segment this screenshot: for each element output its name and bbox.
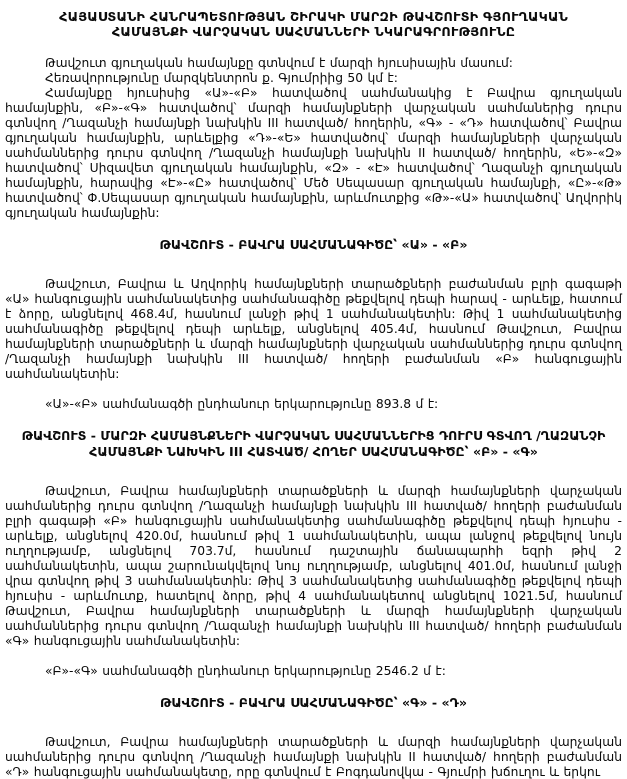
document-title: ՀԱՅԱՍՏԱՆԻ ՀԱՆՐԱՊԵՏՈՒԹՅԱՆ ՇԻՐԱԿԻ ՄԱՐԶԻ ԹԱՎՇՈՒՏԻ ԳՅՈՒՂԱԿԱՆ ՀԱՄԱՅՆՔԻ ՎԱՐՉԱԿԱՆ ՍԱՀՄԱՆՆԵՐԻ ՆԿԱՐԱԳՐՈՒԹՅՈՒՆԸ: [59, 10, 568, 40]
paragraph-community-location: Թավշուտ գյուղական համայնքը գտնվում է մարզի հյուսիսային մասում:: [45, 56, 513, 70]
paragraph-section-b-g-length: «Բ»-«Գ» սահմանագծի ընդհանուր երկարությունը 2546.2 մ է:: [45, 664, 446, 678]
paragraph-section-a-b-body: Թավշուտ, Բավրա և Աղվորիկ համայնքների տարածքների բաժանման բլրի գագաթի «Ա» հանգուցային սահմանակետից սահմանագիծը թեքվելով դեպի հարավ - արևելք, հատում է ձորը, անցնելով 468.4մ, հասնում լանջի թիվ 1 սահմանակետին: Թիվ 1 սահմանակետից սահմանագիծը թեքվելով դեպի արևելք, անցնելով 405.4մ, հասնում Թավշուտ, Բավրա համայնքների տարածքների և մարզի համայնքների վարչական սահմաններից դուրս գտնվող /Ղազանչի համայնքի նախկին III հատված/ հողերի բաժանման «Բ» հանգուցային սահմանակետին:: [5, 277, 622, 381]
paragraph-distance-from-marz-center: Հեռավորությունը մարզկենտրոն ք. Գյումրիից 50 կմ է:: [45, 71, 398, 85]
paragraph-section-b-g-body: Թավշուտ, Բավրա համայնքների տարածքների և մարզի համայնքների վարչական սահմաներից դուրս գտնվող /Ղազանչի համայնքի նախկին III հատված/ հողերի բաժանման բլրի գագաթի «Բ» հանգուցային սահմանակետից սահմանագիծը թեքվելով դեպի հյուսիս - արևելք, անցնելով 420.0մ, հասնում թիվ 1 սահմանակետին, ապա լանջով թեքվելով նույն ուղղությամբ, անցնելով 703.7մ, հասնում դաշտային ճանապարհի եզրի թիվ 2 սահմանակետին, ապա շարունակվելով նույ ուղղությամբ, անցնելով 401.0մ, հասնում լանջի վրա գտնվող թիվ 3 սահմանակետին: Թիվ 3 սահմանակետից սահմանագիծը թեքվելով դեպի հյուսիս - արևմուտք, հատելով ձորը, թիվ 4 սահմանակետով անցնելով 1021.5մ, հասնում Թավշուտ, Բավրա համայնքների տարածքների և մարզի համայնքների վարչական սահմաններից դուրս գտնվող /Ղազանչի համայնքի նախկին III հատված/ հողերի բաժանման «Գ» հանգուցային սահմանակետին:: [5, 484, 622, 648]
section-heading-a-b: ԹԱՎՇՈՒՏ - ԲԱՎՐԱ ՍԱՀՄԱՆԱԳԻԾԸ՝ «Ա» - «Բ»: [159, 237, 468, 252]
paragraph-section-a-b-length: «Ա»-«Բ» սահմանագծի ընդհանուր երկարությունը 893.8 մ է:: [45, 397, 439, 411]
paragraph-borders-overview: Համայնքը հյուսիսից «Ա»-«Բ» հատվածով սահմանակից է Բավրա գյուղական համայնքին, «Բ»-«Գ» հատվածով՝ մարզի համայնքների վարչական սահմաներից դուրս գտնվող /Ղազանչի համայնքի նախկին III հատված/ հողերին, «Գ» - «Դ» հատվածով՝ Բավրա գյուղական համայնքին, արևելքից «Դ»-«Ե» հատվածով՝ մարզի համայնքների վարչական սահմաններից դուրս գտնվող /Ղազանչի համայնքի նախկին II հատված/ հողերին, «Ե»-«Զ» հատվածով՝ Սիզավետ գյուղական համայնքին, «Զ» - «Է» հատվածով՝ Ղազանչի գյուղական համայնքին, հարավից «Է»-«Ը» հատվածով՝ Մեծ Սեպասար գյուղական համայնքի, «Ը»-«Թ» հատվածով՝ Փ.Սեպասար գյուղական համայնքին, արևմուտքից «Թ»-«Ա» հատվածով՝ Աղվորիկ գյուղական համայնքին:: [5, 86, 622, 220]
section-heading-g-d: ԹԱՎՇՈՒՏ - ԲԱՎՐԱ ՍԱՀՄԱՆԱԳԻԾԸ՝ «Գ» - «Դ»: [160, 695, 467, 710]
section-heading-b-g: ԹԱՎՇՈՒՏ - ՄԱՐԶԻ ՀԱՄԱՅՆՔՆԵՐԻ ՎԱՐՉԱԿԱՆ ՍԱՀՄԱՆՆԵՐԻՑ ԴՈՒՐՍ ԳՏՎՈՂ /ՂԱԶԱՆՉԻ ՀԱՄԱՅՆՔԻ ՆԱԽԿԻՆ III ՀԱՏՎԱԾ/ ՀՈՂԵՐ ՍԱՀՄԱՆԱԳԻԾԸ՝ «Բ» - «Գ»: [21, 428, 606, 459]
paragraph-section-g-d-body: Թավշուտ, Բավրա համայնքների տարածքների և մարզի համայնքների վարչական սահմաներից դուրս գտնվող /Ղազանչի համայնքի նախկին II հատված/ հողերի բաժանման «Դ» հանգուցային սահմանակետը, որը գտնվում է Բոգդանովկա - Գյումրի խճուղու և երկու: [5, 735, 622, 779]
